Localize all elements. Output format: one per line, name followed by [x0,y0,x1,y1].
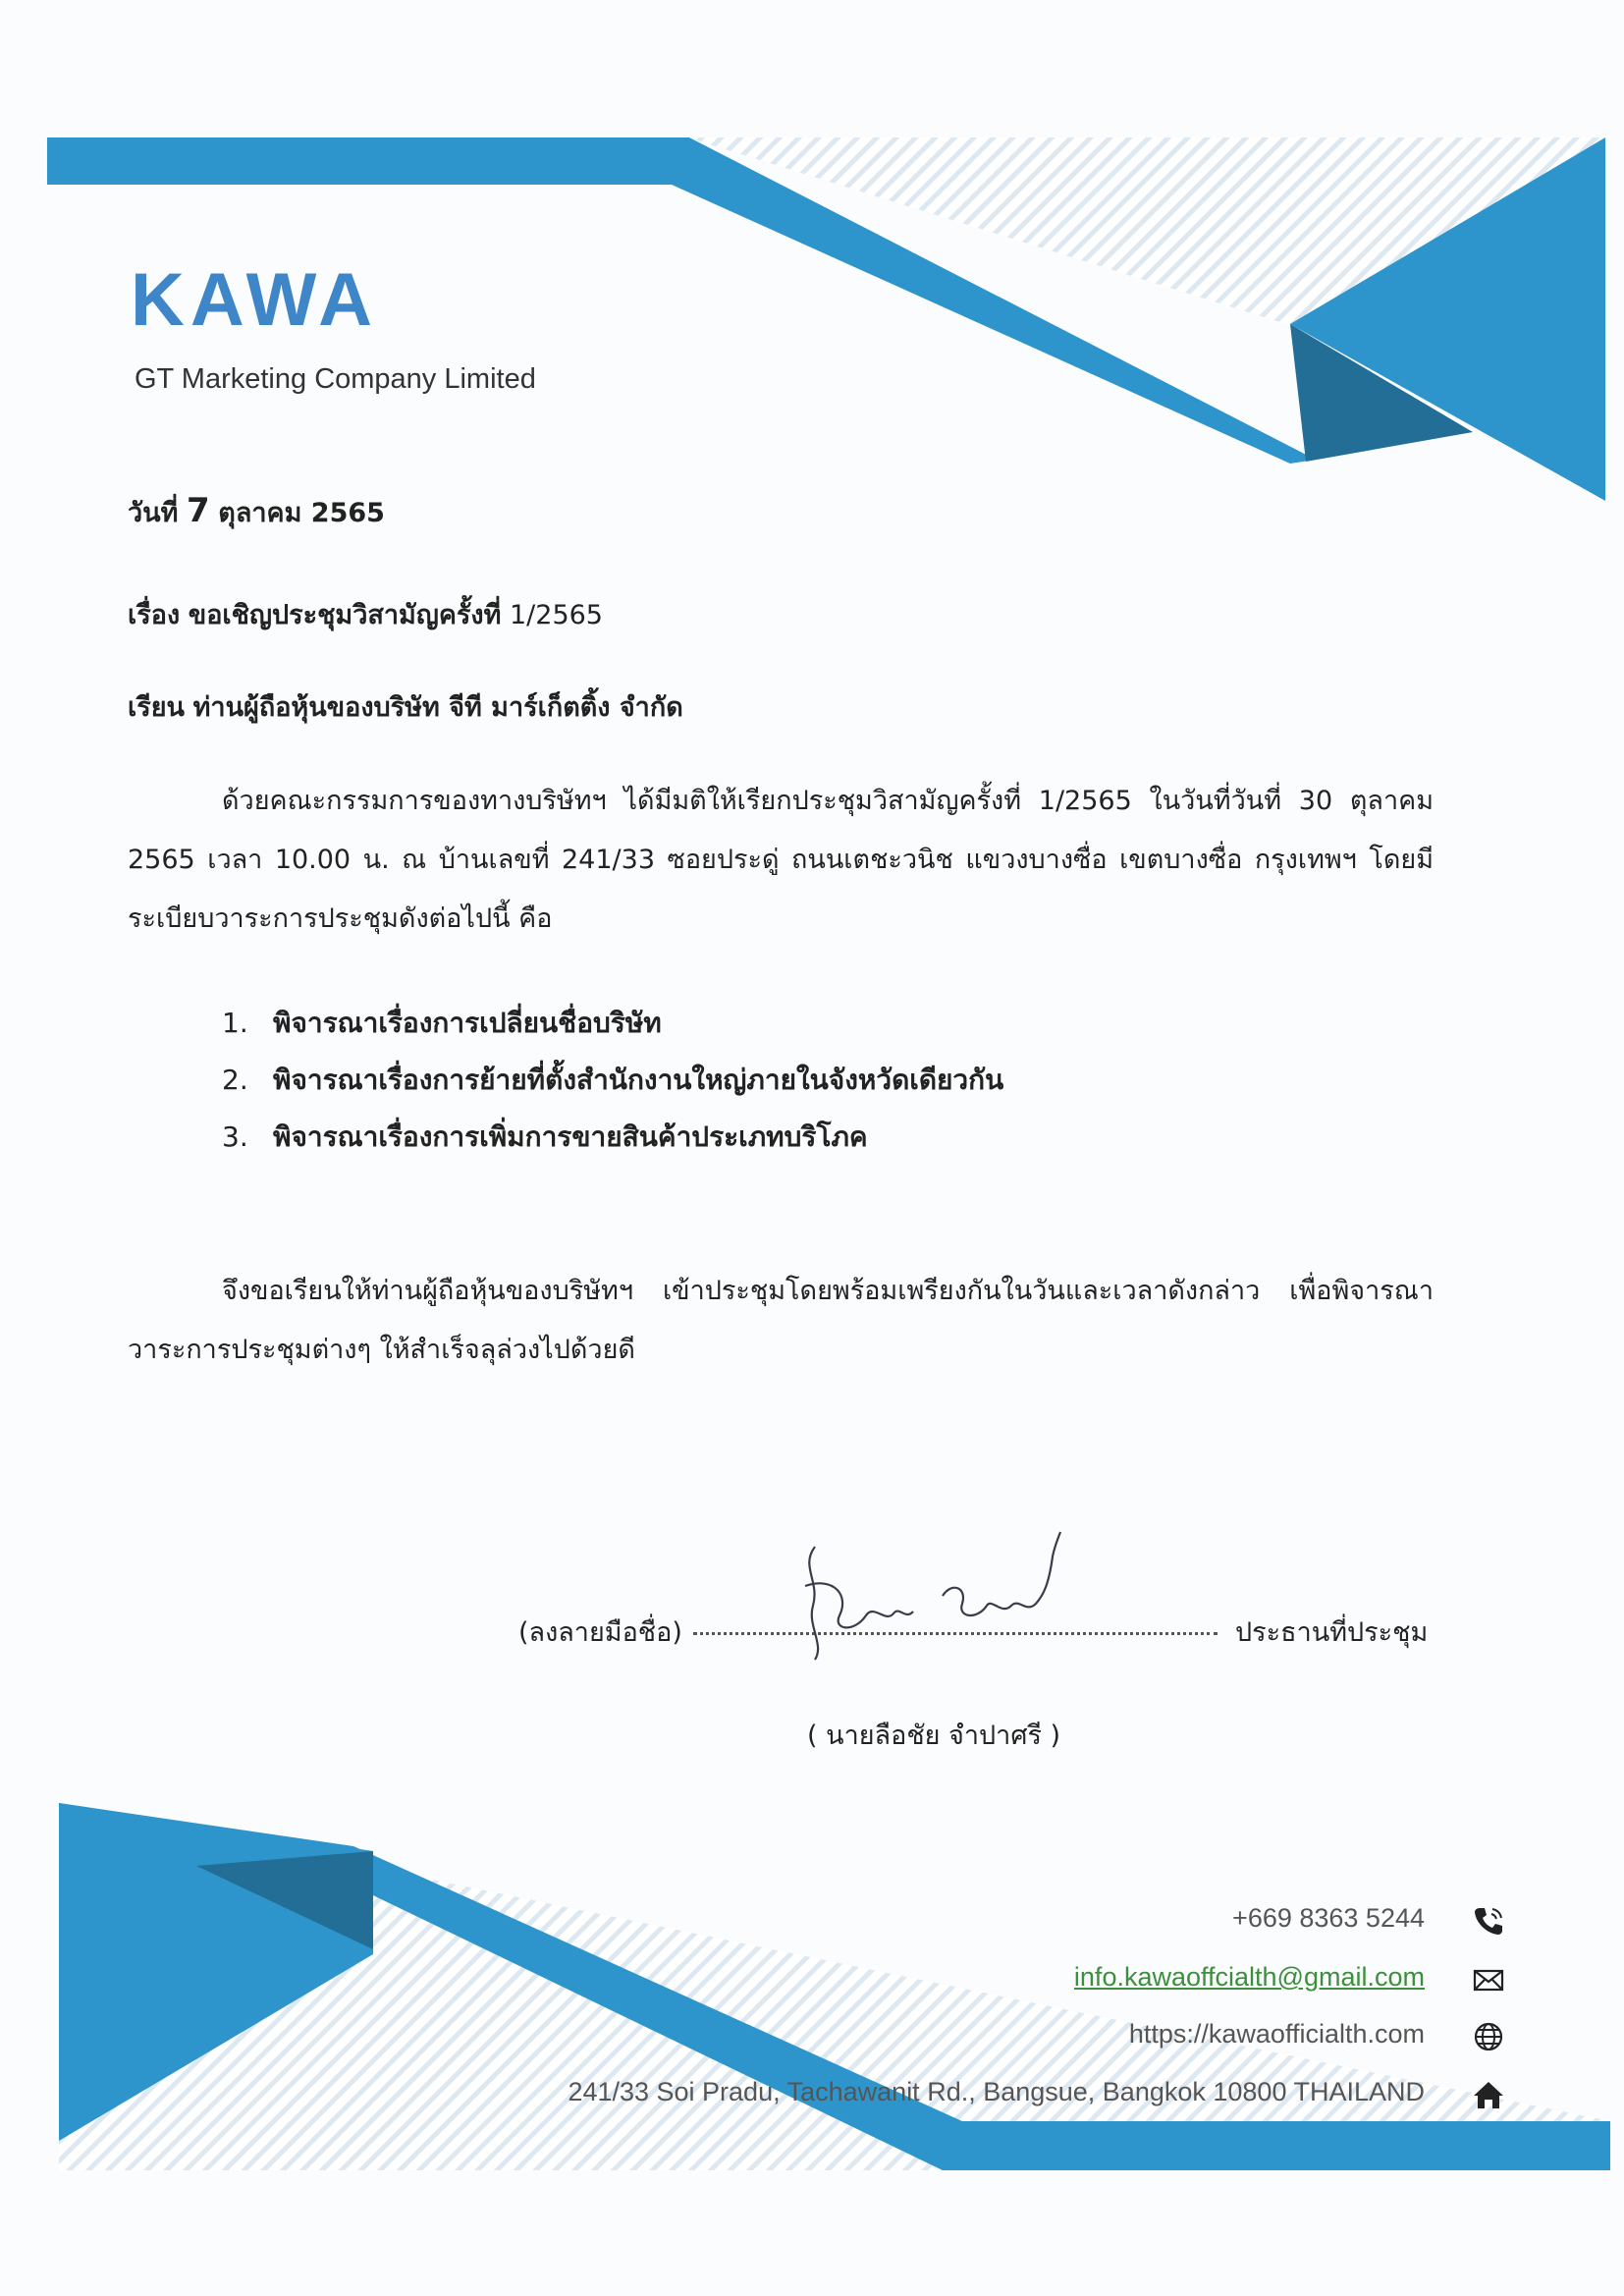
contact-email[interactable] [1074,1962,1425,1993]
agenda-item [222,1059,1003,1102]
phone-icon [1473,1905,1504,1937]
agenda-number: 2. [222,1064,248,1096]
agenda-item [222,1116,868,1159]
to-text: ท่านผู้ถือหุ้นของบริษัท จีที มาร์เก็ตติ้ง จำกัด [192,692,683,723]
handwritten-signature [795,1527,1080,1665]
home-icon [1473,2079,1504,2110]
company-name: GT Marketing Company Limited [135,363,536,395]
signature-role: ประธานที่ประชุม [1235,1617,1429,1648]
signatory-name: ( นายลือชัย จำปาศรี ) [807,1721,1061,1751]
contact-website[interactable]: https://kawaofficialth.com [1128,2019,1425,2049]
email-link[interactable]: info.kawaoffcialth@gmail.com [1073,1962,1425,1992]
mail-icon [1473,1964,1504,1995]
agenda-number: 3. [222,1121,248,1153]
letter-recipient [128,685,683,728]
globe-icon [1473,2021,1504,2052]
contact-address: 241/33 Soi Pradu, Tachawanit Rd., Bangsue, Bangkok 10800 THAILAND [568,2077,1425,2106]
company-logo: KAWA [131,258,378,342]
contact-phone: +669 8363 5244 [1232,1903,1425,1933]
subject-text: ขอเชิญประชุมวิสามัญครั้งที่ [188,600,502,630]
letter-date [128,491,385,533]
date-day: 7 [187,491,210,530]
intro-paragraph: ด้วยคณะกรรมการของทางบริษัทฯ ได้มีมติให้เรียกประชุมวิสามัญครั้งที่ 1/2565 ในวันที่วันที่ 30 ตุลาคม 2565 เวลา 10.00 น. ณ บ้านเลขที่ 241/33 ซอยประดู่ ถนนเตชะวนิช แขวงบางซื่อ เขตบางซื่อ กรุงเทพฯ โดยมีระเบียบวาระการประชุมดังต่อไปนี้ คือ [128,786,1434,934]
agenda-text: พิจารณาเรื่องการเปลี่ยนชื่อบริษัท [273,1007,662,1039]
agenda-text: พิจารณาเรื่องการเพิ่มการขายสินค้าประเภทบริโภค [273,1121,868,1153]
subject-label: เรื่อง [128,600,181,630]
closing-paragraph: จึงขอเรียนให้ท่านผู้ถือหุ้นของบริษัทฯ เข้าประชุมโดยพร้อมเพรียงกันในวันและเวลาดังกล่าว เพื่อพิจารณาวาระการประชุมต่างๆ ให้สำเร็จลุล่วงไปด้วยดี [128,1276,1434,1365]
agenda-item [222,1002,662,1045]
subject-number: 1/2565 [509,600,603,630]
agenda-text: พิจารณาเรื่องการย้ายที่ตั้งสำนักงานใหญ่ภายในจังหวัดเดียวกัน [273,1064,1004,1096]
letter-subject [128,593,603,635]
date-rest: ตุลาคม 2565 [218,498,385,528]
to-label: เรียน [128,692,186,723]
signature-label: (ลงลายมือชื่อ) [518,1617,682,1648]
agenda-number: 1. [222,1007,248,1039]
date-prefix: วันที่ [128,498,179,528]
